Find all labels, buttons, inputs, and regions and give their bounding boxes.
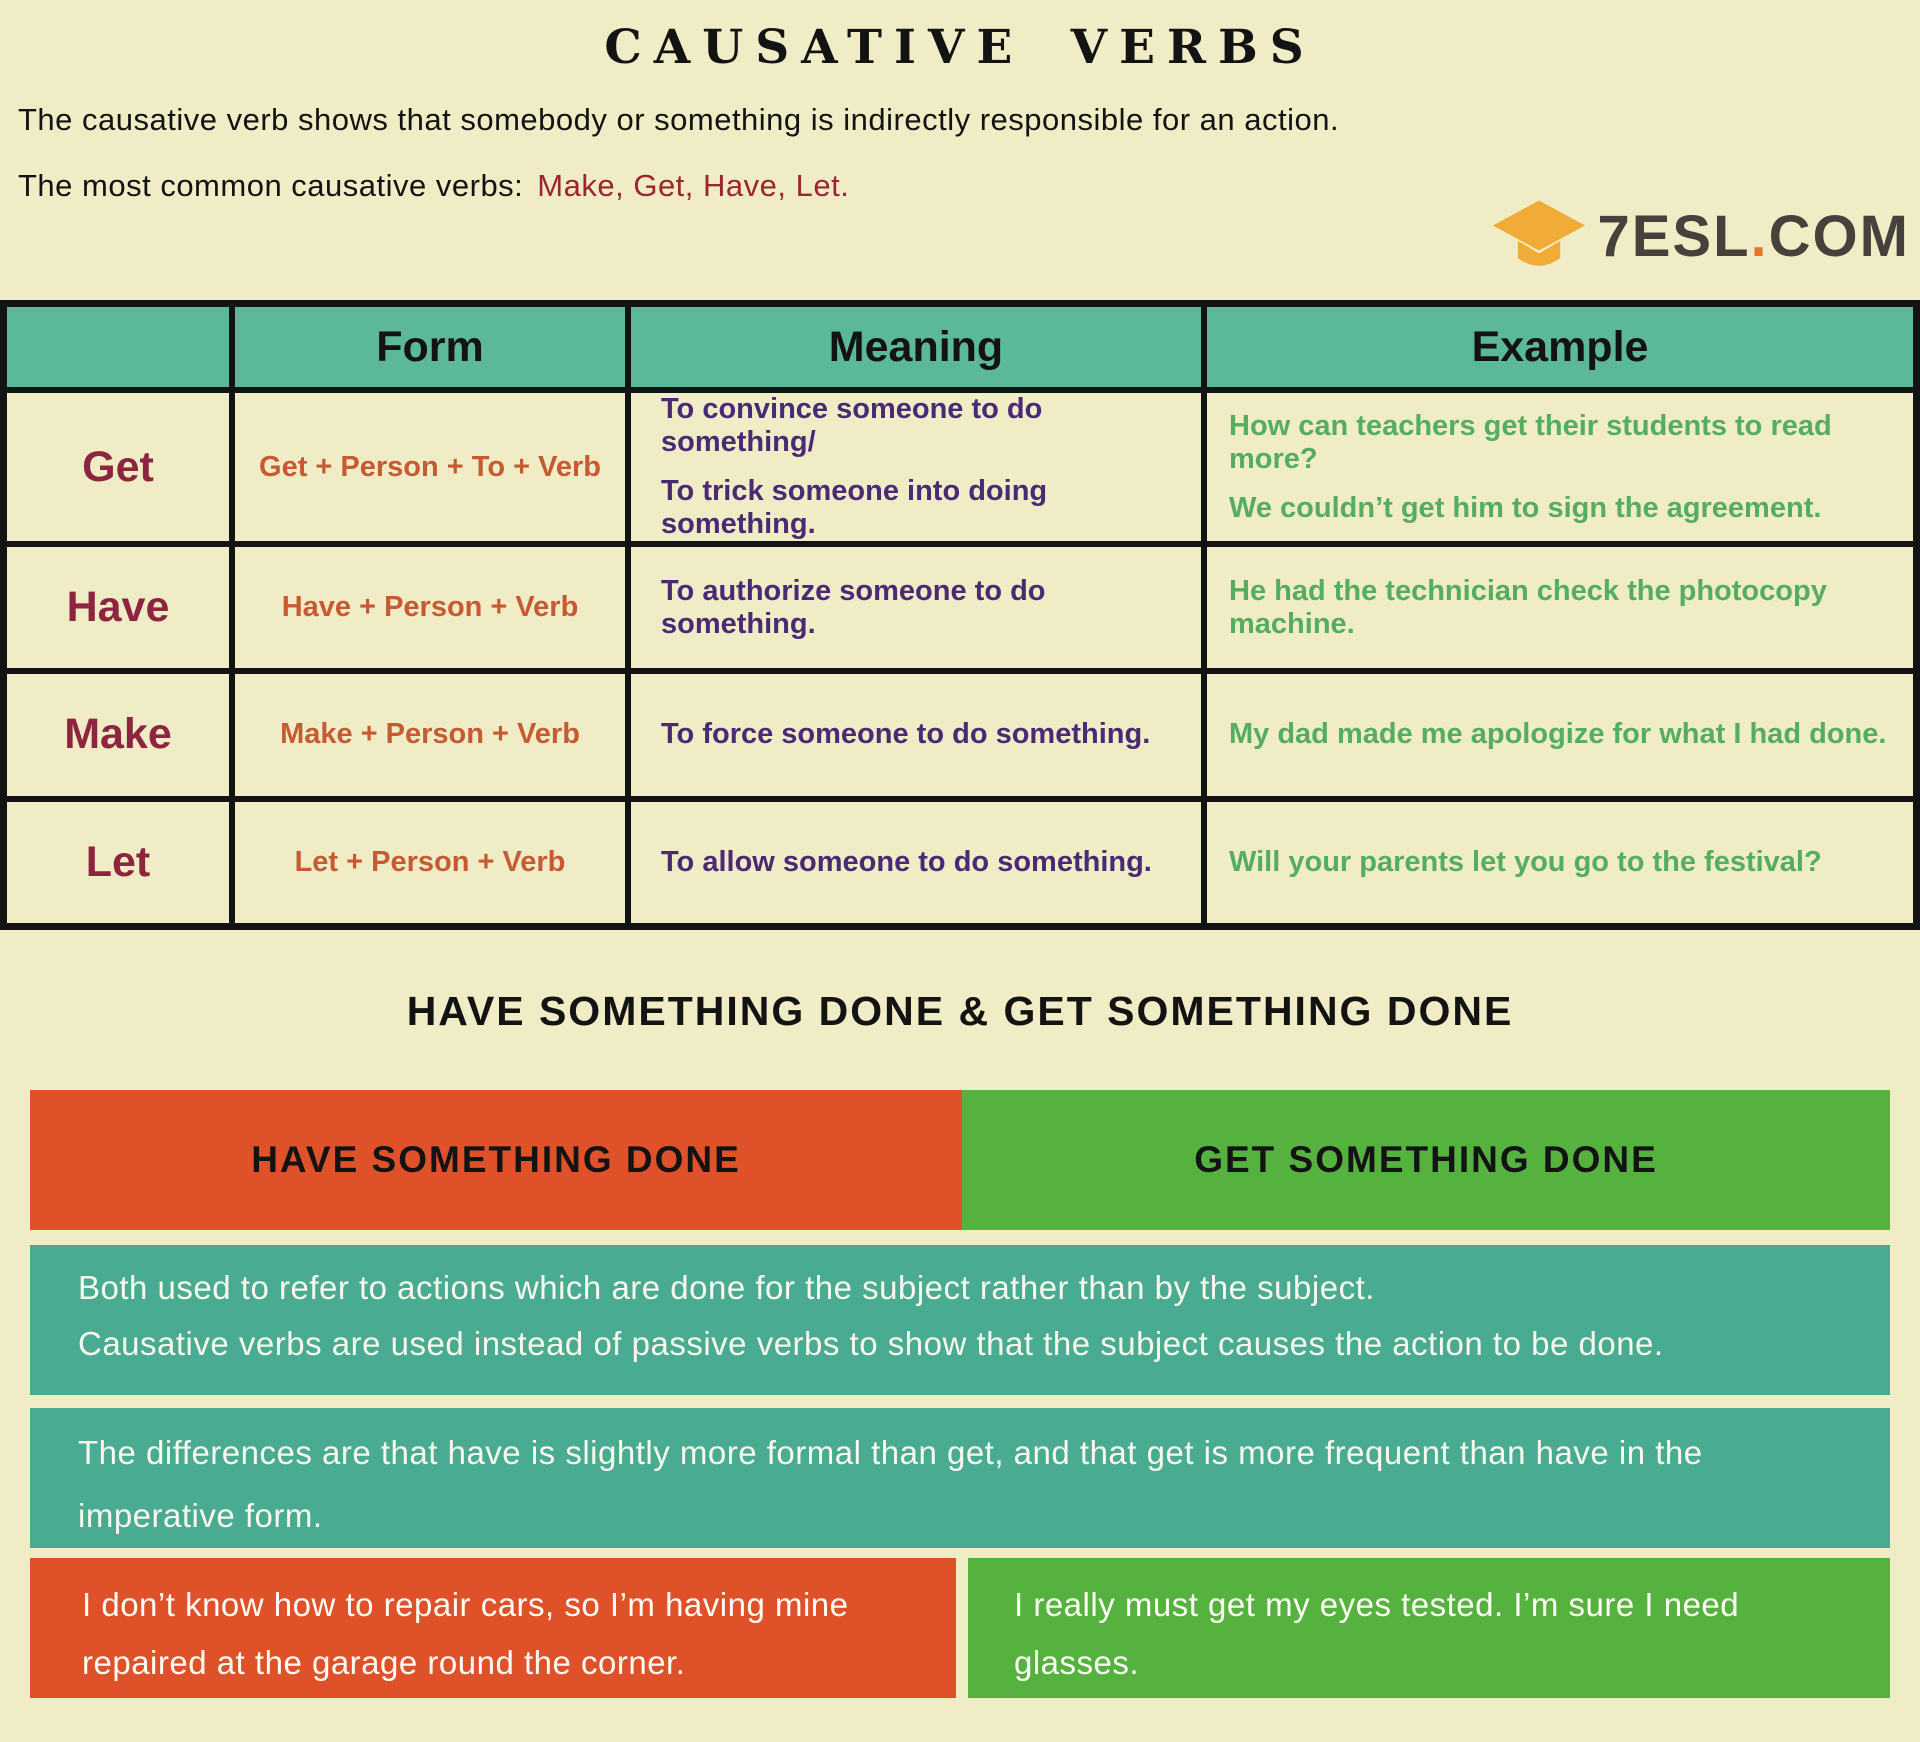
table-row-get-example [1207,393,1913,541]
table-row-let-form: Let + Person + Verb [235,802,625,923]
intro-line-2-prefix: The most common causative verbs: [18,168,524,203]
intro-line-2-verb-list: Make, Get, Have, Let. [537,168,850,203]
difference-text: The differences are that have is slightly more formal than get, and that get is more frequent than have in the imperative form. [78,1434,1703,1534]
table-row-let-example [1207,802,1913,923]
example-line: How can teachers get their students to read more? [1229,409,1832,475]
have-something-done-header: HAVE SOMETHING DONE [30,1090,962,1230]
table-header-meaning: Meaning [631,307,1201,387]
meaning-line: To convince someone to do something/ [661,393,1043,458]
table-header-form: Form [235,307,625,387]
table-row-make-form: Make + Person + Verb [235,674,625,795]
get-something-done-header: GET SOMETHING DONE [962,1090,1890,1230]
brand-logo-text [1597,198,1910,276]
table-header-verb [7,307,229,387]
intro-line-2 [18,168,849,204]
meaning-line: To force someone to do something. [661,718,1151,751]
shared-usage-line: Causative verbs are used instead of passive verbs to show that the subject causes the action to be done. [78,1325,1664,1362]
example-boxes-row [30,1558,1890,1698]
meaning-line: To authorize someone to do something. [661,574,1046,640]
table-row-make-meaning [631,674,1201,795]
brand-dot: . [1750,204,1769,269]
table-row-let-meaning [631,802,1201,923]
meaning-line: To allow someone to do something. [661,845,1152,878]
example-line: Will your parents let you go to the festival? [1229,845,1822,878]
table-row-get-verb: Get [7,393,229,541]
difference-box [30,1408,1890,1548]
brand-logo [1491,198,1910,276]
example-line: My dad made me apologize for what I had done. [1229,718,1887,751]
section-heading: HAVE SOMETHING DONE & GET SOMETHING DONE [406,988,1514,1034]
comparison-header-bars [30,1090,1890,1230]
table-row-have-form: Have + Person + Verb [235,547,625,668]
meaning-line: To trick someone into doing something. [661,475,1048,540]
table-row-get-form: Get + Person + To + Verb [235,393,625,541]
table-row-have-meaning [631,547,1201,668]
table-row-make-verb: Make [7,674,229,795]
example-line: We couldn’t get him to sign the agreement. [1229,491,1822,524]
page-title: CAUSATIVE VERBS [604,20,1316,75]
brand-tld: COM [1768,204,1910,269]
table-row-make-example [1207,674,1913,795]
table-row-have-example [1207,547,1913,668]
intro-line-1: The causative verb shows that somebody or something is indirectly responsible for an action. [18,102,1340,137]
table-header-example: Example [1207,307,1913,387]
brand-name: 7ESL [1597,204,1751,269]
causative-verbs-table [0,300,1920,930]
shared-usage-line: Both used to refer to actions which are done for the subject rather than by the subject. [78,1269,1375,1306]
example-line: He had the technician check the photocopy machine. [1229,574,1827,640]
shared-usage-box [30,1245,1890,1395]
have-example-box: I don’t know how to repair cars, so I’m having mine repaired at the garage round the corner. [30,1558,956,1698]
table-row-get-meaning [631,393,1201,541]
graduation-cap-icon [1491,198,1587,276]
get-example-box: I really must get my eyes tested. I’m sure I need glasses. [968,1558,1890,1698]
table-row-let-verb: Let [7,802,229,923]
table-row-have-verb: Have [7,547,229,668]
